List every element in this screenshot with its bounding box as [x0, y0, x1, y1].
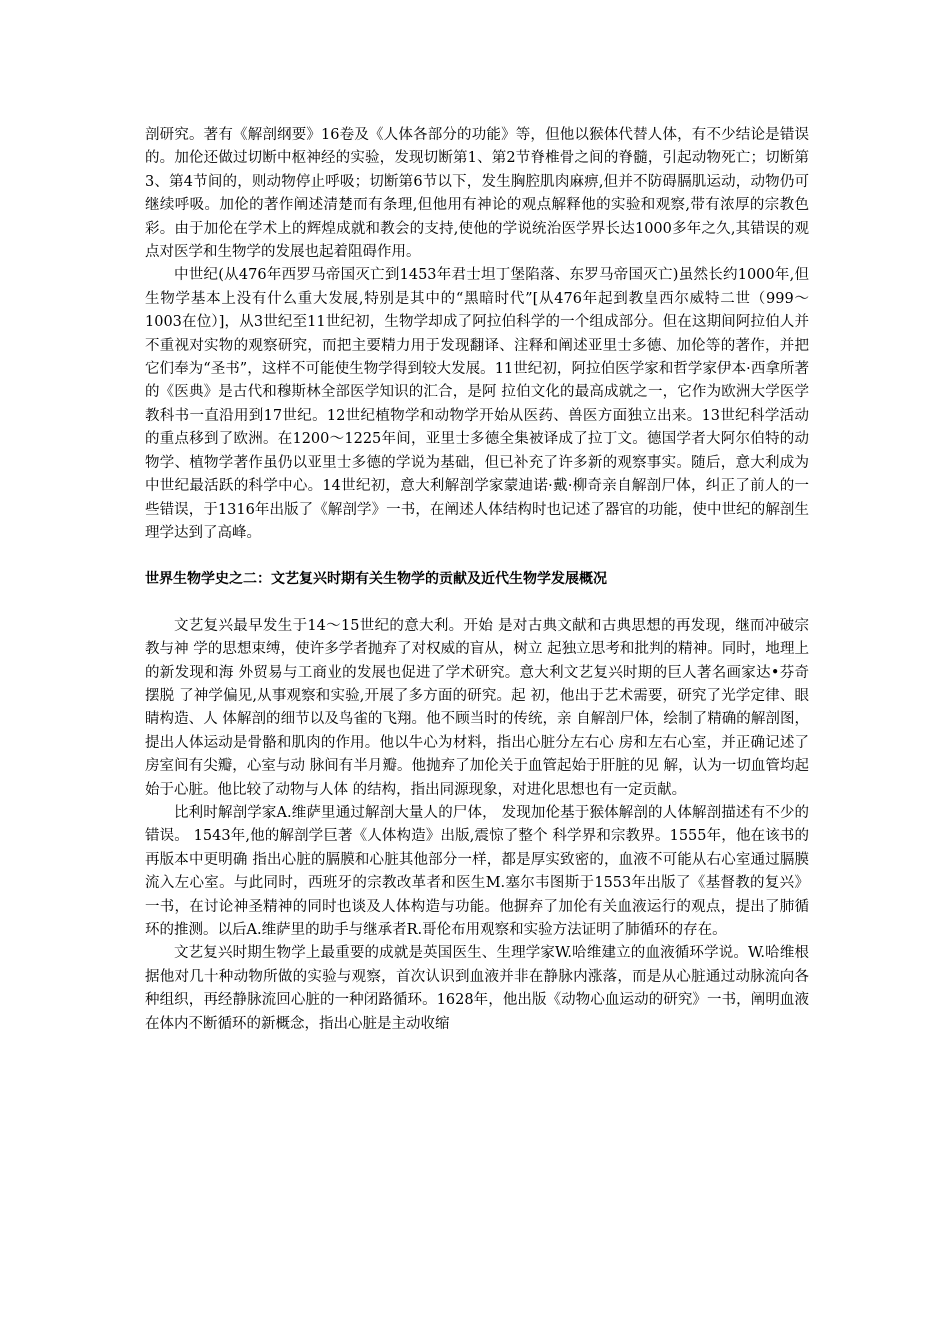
- section-heading: 世界生物学史之二：文艺复兴时期有关生物学的贡献及近代生物学发展概况: [145, 571, 607, 588]
- paragraph-middle-ages: 中世纪(从476年西罗马帝国灭亡到1453年君士坦丁堡陷落、东罗马帝国灭亡)虽然长约1000年,但生物学基本上没有什么重大发展,特别是其中的“黑暗时代”[从476年起到教皇西尔威特二世（999～1003在位）]，从3世纪至11世纪初，生物学却成了阿拉伯科学的一个组成部分。但在这期间阿拉伯人并不重视对实物的观察研究，而把主要精力用于发现翻译、注释和阐述亚里士多德、加伦等的著作，并把它们奉为“圣书”，这样不可能使生物学得到较大发展。11世纪初，阿拉伯医学家和哲学家伊本·西拿所著的《医典》是古代和穆斯林全部医学知识的汇合，是阿 拉伯文化的最高成就之一，它作为欧洲大学医学教科书一直沿用到17世纪。12世纪植物学和动物学开始从医药、兽医方面独立出来。13世纪科学活动的重点移到了欧洲。在1200～1225年间，亚里士多德全集被译成了拉丁文。德国学者大阿尔伯特的动物学、植物学著作虽仍以亚里士多德的学说为基础，但已补充了许多新的观察事实。随后，意大利成为中世纪最活跃的科学中心。14世纪初，意大利解剖学家蒙迪诺·戴·柳奇亲自解剖尸体，纠正了前人的一些错误，于1316年出版了《解剖学》一书，在阐述人体结构时也记述了器官的功能，使中世纪的解剖生理学达到了高峰。: [145, 267, 809, 541]
- paragraph-vesalius: 比利时解剖学家A.维萨里通过解剖大量人的尸体， 发现加伦基于猴体解剖的人体解剖描述有不少的错误。 1543年,他的解剖学巨著《人体构造》出版,震惊了整个 科学界和宗教界。1555年，他在该书的再版本中更明确 指出心脏的膈膜和心脏其他部分一样，都是厚实致密的，血液不可能从右心室通过膈膜流入左心室。与此同时，西班牙的宗教改革者和医生M.塞尔韦图斯于1553年出版了《基督教的复兴》一书，在讨论神圣精神的同时也谈及人体构造与功能。他摒弃了加伦有关血液运行的观点，提出了肺循环的推测。以后A.维萨里的助手与继承者R.哥伦布用观察和实验方法证明了肺循环的存在。: [145, 804, 809, 938]
- paragraph-galen-continued: 剖研究。著有《解剖纲要》16卷及《人体各部分的功能》等，但他以猴体代替人体，有不少结论是错误的。加伦还做过切断中枢神经的实验，发现切断第1、第2节脊椎骨之间的脊髓，引起动物死亡；切断第3、第4节间的，则动物停止呼吸；切断第6节以下，发生胸腔肌肉麻痹,但并不防碍膈肌运动，动物仍可继续呼吸。加伦的著作阐述清楚而有条理,但他用有神论的观点解释他的实验和观察,带有浓厚的宗教色彩。由于加伦在学术上的辉煌成就和教会的支持,使他的学说统治医学界长达1000多年之久,其错误的观点对医学和生物学的发展也起着阻碍作用。: [145, 127, 809, 261]
- paragraph-renaissance-davinci: 文艺复兴最早发生于14～15世纪的意大利。开始 是对古典文献和古典思想的再发现，继而冲破宗教与神 学的思想束缚，使许多学者抛弃了对权威的盲从，树立 起独立思考和批判的精神。同时，地理上的新发现和海 外贸易与工商业的发展也促进了学术研究。意大利文艺复兴时期的巨人著名画家达•芬奇摆脱 了神学偏见,从事观察和实验,开展了多方面的研究。起 初，他出于艺术需要，研究了光学定律、眼睛构造、人 体解剖的细节以及鸟雀的飞翔。他不顾当时的传统，亲 自解剖尸体，绘制了精确的解剖图，提出人体运动是骨骼和肌肉的作用。他以牛心为材料，指出心脏分左右心 房和左右心室，并正确记述了房室间有尖瓣，心室与动 脉间有半月瓣。他抛弃了加伦关于血管起始于肝脏的见 解，认为一切血管均起始于心脏。他比较了动物与人体 的结构，指出同源现象，对进化思想也有一定贡献。: [145, 617, 809, 798]
- document-page: [145, 124, 809, 1036]
- paragraph-harvey: 文艺复兴时期生物学上最重要的成就是英国医生、生理学家W.哈维建立的血液循环学说。W.哈维根据他对几十种动物所做的实验与观察，首次认识到血液并非在静脉内涨落，而是从心脏通过动脉流向各种组织，再经静脉流回心脏的一种闭路循环。1628年，他出版《动物心血运动的研究》一书，阐明血液在体内不断循环的新概念，指出心脏是主动收缩: [145, 945, 809, 1032]
